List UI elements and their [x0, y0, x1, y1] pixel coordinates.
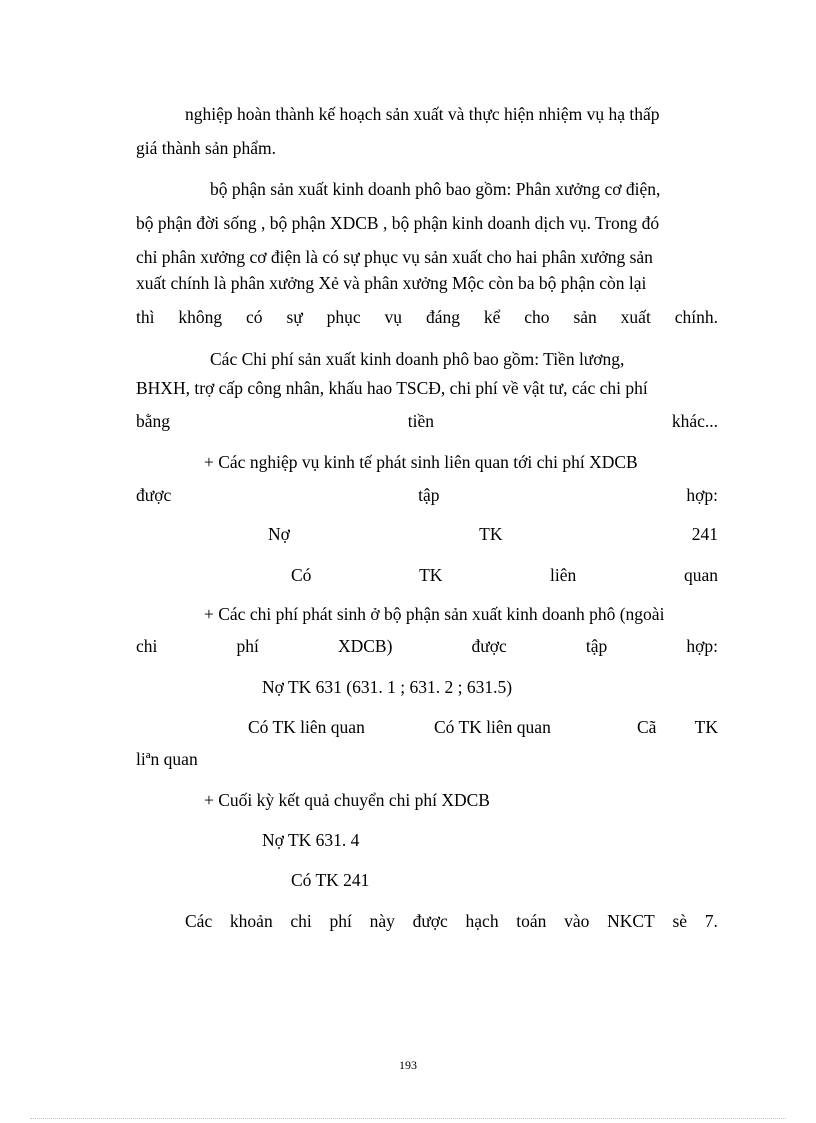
text-line: + Các nghiệp vụ kinh tế phát sinh liên quan tới chi phí XDCB	[204, 452, 638, 472]
entry-credit-related-2: Có TK liên quan	[434, 717, 551, 737]
word: tập	[418, 485, 440, 505]
word: tập	[585, 636, 608, 656]
word: hợp:	[686, 636, 718, 656]
word: quan	[683, 565, 718, 585]
text-line: giá thành sản phẩm.	[136, 138, 276, 158]
word: được	[471, 636, 507, 656]
justified-line	[136, 306, 718, 328]
word: có	[246, 307, 263, 327]
word: được	[136, 485, 172, 505]
word: này	[369, 911, 395, 931]
word: Cã	[637, 717, 657, 737]
word: Nợ	[268, 524, 290, 544]
word: toán	[516, 911, 547, 931]
word: cho	[524, 307, 550, 327]
text-line: bộ phận đời sống , bộ phận XDCB , bộ phận kinh doanh dịch vụ. Trong đó	[136, 213, 660, 233]
justified-line	[136, 484, 718, 506]
word: Có	[291, 565, 312, 585]
entry-credit-related	[291, 564, 718, 586]
word: chi	[290, 911, 312, 931]
justified-line	[185, 910, 718, 932]
word: chi	[136, 636, 158, 656]
word: không	[178, 307, 223, 327]
word: 241	[691, 524, 718, 544]
word: đáng	[425, 307, 460, 327]
text-line: BHXH, trợ cấp công nhân, khấu hao TSCĐ, chi phí về vật tư, các chi phí	[136, 378, 648, 398]
word: Các	[185, 911, 213, 931]
word: kể	[483, 307, 501, 327]
entry-debit-6314: Nợ TK 631. 4	[262, 830, 360, 850]
word: TK	[479, 524, 503, 544]
entry-credit-241: Có TK 241	[291, 870, 370, 890]
footer-divider	[30, 1118, 786, 1119]
word: chính.	[674, 307, 718, 327]
entry-credit-related-1: Có TK liên quan	[248, 717, 365, 737]
word: NKCT	[607, 911, 655, 931]
word: hạch	[465, 911, 499, 931]
word: được	[412, 911, 448, 931]
word: khác...	[671, 411, 718, 431]
word: phí	[329, 911, 352, 931]
page-number: 193	[399, 1058, 417, 1072]
word: phục	[326, 307, 361, 327]
text-line: bộ phận sản xuất kinh doanh phô bao gồm: Phân xưởng cơ điện,	[210, 179, 661, 199]
text-line: + Các chi phí phát sinh ở bộ phận sản xuất kinh doanh phô (ngoài	[204, 604, 665, 624]
justified-line	[136, 410, 718, 432]
word: xuất	[620, 307, 651, 327]
text-line: nghiệp hoàn thành kế hoạch sản xuất và thực hiện nhiệm vụ hạ thấp	[185, 104, 660, 124]
word: khoản	[229, 911, 273, 931]
justified-line	[136, 635, 718, 657]
word: sản	[573, 307, 597, 327]
text-line: chỉ phân xưởng cơ điện là có sự phục vụ sản xuất cho hai phân xưởng sản	[136, 247, 653, 267]
text-line: liªn quan	[136, 749, 198, 769]
word: sè	[672, 911, 688, 931]
word: XDCB)	[337, 636, 393, 656]
word: hợp:	[686, 485, 718, 505]
entry-debit-631: Nợ TK 631 (631. 1 ; 631. 2 ; 631.5)	[262, 677, 513, 697]
word: TK	[694, 717, 718, 737]
word: liên	[550, 565, 577, 585]
entry-debit-241	[268, 523, 718, 545]
word: bằng	[136, 411, 171, 431]
word: TK	[419, 565, 443, 585]
word: thì	[136, 307, 155, 327]
word: tiền	[407, 411, 435, 431]
text-line: xuất chính là phân xưởng Xẻ và phân xưởng Mộc còn ba bộ phận còn lại	[136, 273, 647, 293]
word: vào	[564, 911, 590, 931]
word: phí	[236, 636, 259, 656]
text-line: + Cuối kỳ kết quả chuyển chi phí XDCB	[204, 790, 490, 810]
word: 7.	[704, 911, 718, 931]
entry-credit-garbled	[637, 716, 718, 738]
word: vụ	[384, 307, 403, 327]
word: sự	[286, 307, 303, 327]
text-line: Các Chi phí sản xuất kinh doanh phô bao gồm: Tiền lương,	[210, 349, 625, 369]
